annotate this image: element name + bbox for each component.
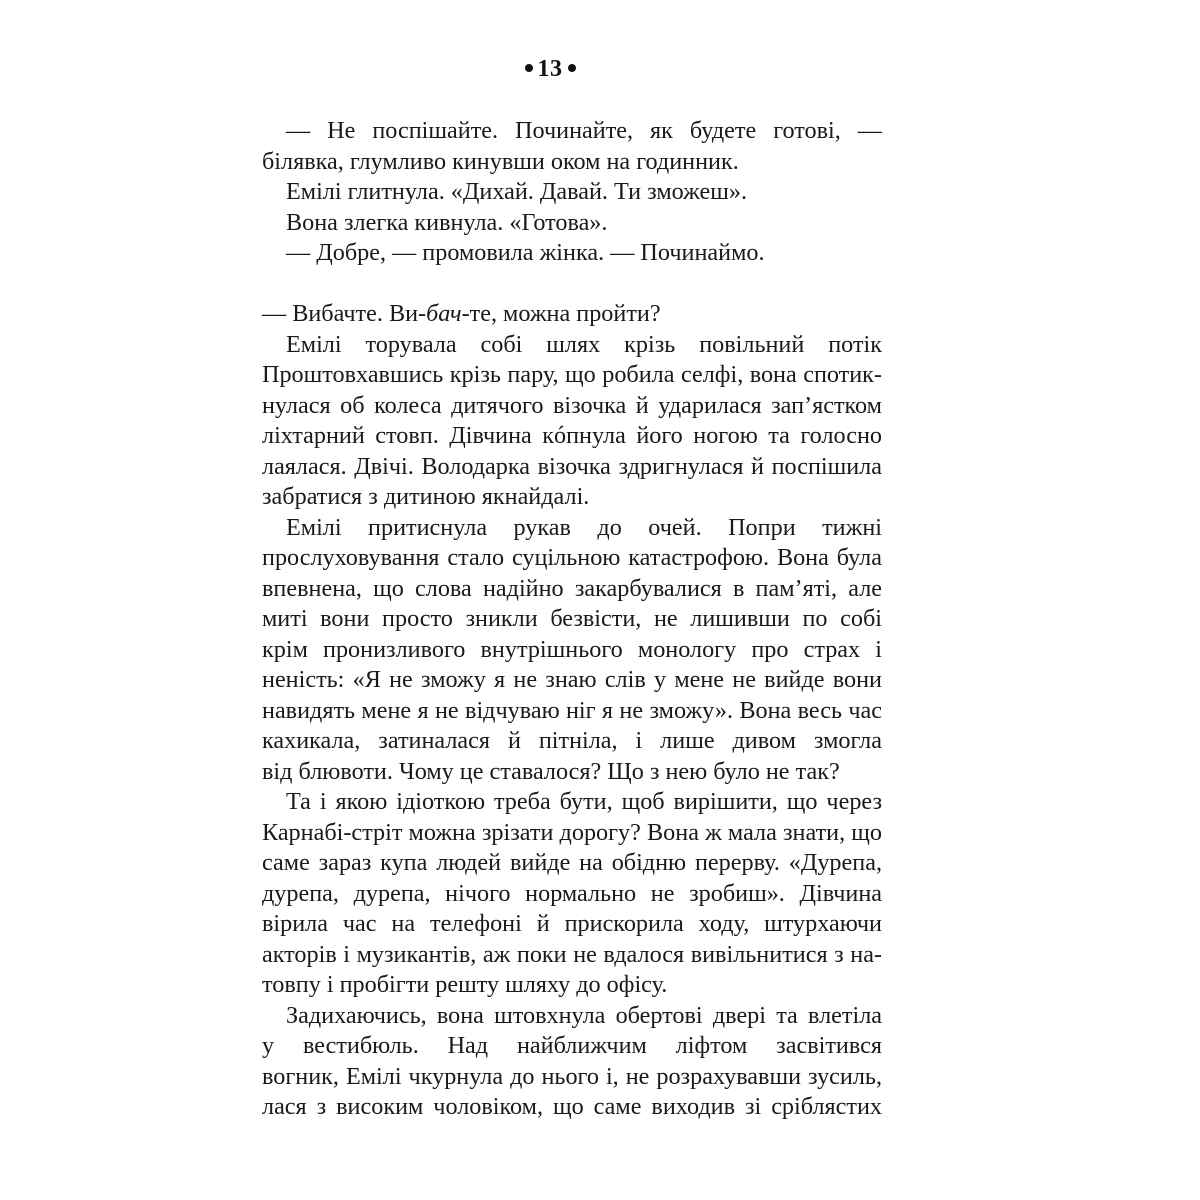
text-line: саме зараз купа людей вийде на обідню перерву. «Дурепа, [262, 849, 882, 876]
italic-emphasis: бач [426, 300, 462, 327]
text-line: — Добре, — промовила жінка. — Починаймо. [286, 239, 765, 266]
text-line: Карнабі-стріт можна зрізати дорогу? Вона ж мала знати, що [262, 818, 882, 846]
text-line: миті вони просто зникли безвісти, не лишивши по собі [262, 605, 882, 632]
text-line: Вона злегка кивнула. «Готова». [286, 208, 608, 236]
bullet-icon [568, 64, 576, 72]
page-number [0, 56, 1100, 83]
text-line: нулася об колеса дитячого візочка й ударилася зап’ястком [262, 391, 882, 419]
text-line: навидять мене я не відчуваю ніг я не зможу». Вона весь час [262, 696, 882, 724]
text-line: від блювоти. Чому це ставалося? Що з нею було не так? [262, 757, 840, 785]
text-line: дурепа, дурепа, нічого нормально не зробиш». Дівчина [262, 879, 882, 907]
text-fragment: — Вибачте. Ви- [262, 300, 427, 327]
text-line: вірила час на телефоні й прискорила ходу, штурхаючи [262, 910, 882, 937]
text-line: ліхтарний стовп. Дівчина кóпнула його ногою та голосно [262, 422, 882, 449]
text-line: неність: «Я не зможу я не знаю слів у мене не вийде вони [262, 666, 882, 693]
section-break [262, 269, 882, 300]
text-line: Емілі притиснула рукав до очей. Попри тижні [286, 513, 882, 541]
text-line: — Не поспішайте. Починайте, як будете готові, — [286, 117, 882, 144]
text-line: лаялася. Двічі. Володарка візочка здригнулася й поспішила [262, 452, 882, 480]
page-number-text: 13 [537, 56, 563, 82]
text-line [262, 299, 882, 330]
text-line: прослуховування стало суцільною катастрофою. Вона була [262, 544, 882, 571]
text-line: впевнена, що слова надійно закарбувалися в пам’яті, але [262, 574, 882, 602]
text-line: лася з високим чоловіком, що саме виходив зі сріблястих [262, 1093, 882, 1120]
text-line: крім пронизливого внутрішнього монологу про страх і [262, 635, 882, 663]
text-line: білявка, глумливо кинувши оком на годинник. [262, 147, 739, 175]
text-line: Емілі торувала собі шлях крізь повільний потік [286, 330, 882, 358]
text-line: Задихаючись, вона штовхнула обертові двері та влетіла [286, 1001, 882, 1029]
text-fragment: -те, можна пройти? [461, 300, 661, 327]
bullet-icon [525, 64, 533, 72]
text-line: забратися з дитиною якнайдалі. [262, 483, 590, 510]
text-line: Та і якою ідіоткою треба бути, щоб вирішити, що через [286, 788, 882, 815]
body-text [262, 116, 882, 1123]
text-line: Проштовхавшись крізь пару, що робила селфі, вона спотик- [262, 361, 882, 388]
text-line: товпу і пробігти решту шляху до офісу. [262, 971, 668, 998]
text-line: кахикала, затиналася й пітніла, і лише дивом змогла [262, 727, 882, 754]
text-line: у вестибюль. Над найближчим ліфтом засвітився [262, 1032, 882, 1059]
text-line: вогник, Емілі чкурнула до нього і, не розрахувавши зусиль, [262, 1062, 882, 1090]
text-line: акторів і музикантів, аж поки не вдалося вивільнитися з на- [262, 940, 882, 968]
text-line: Емілі глитнула. «Дихай. Давай. Ти зможеш». [286, 178, 748, 205]
